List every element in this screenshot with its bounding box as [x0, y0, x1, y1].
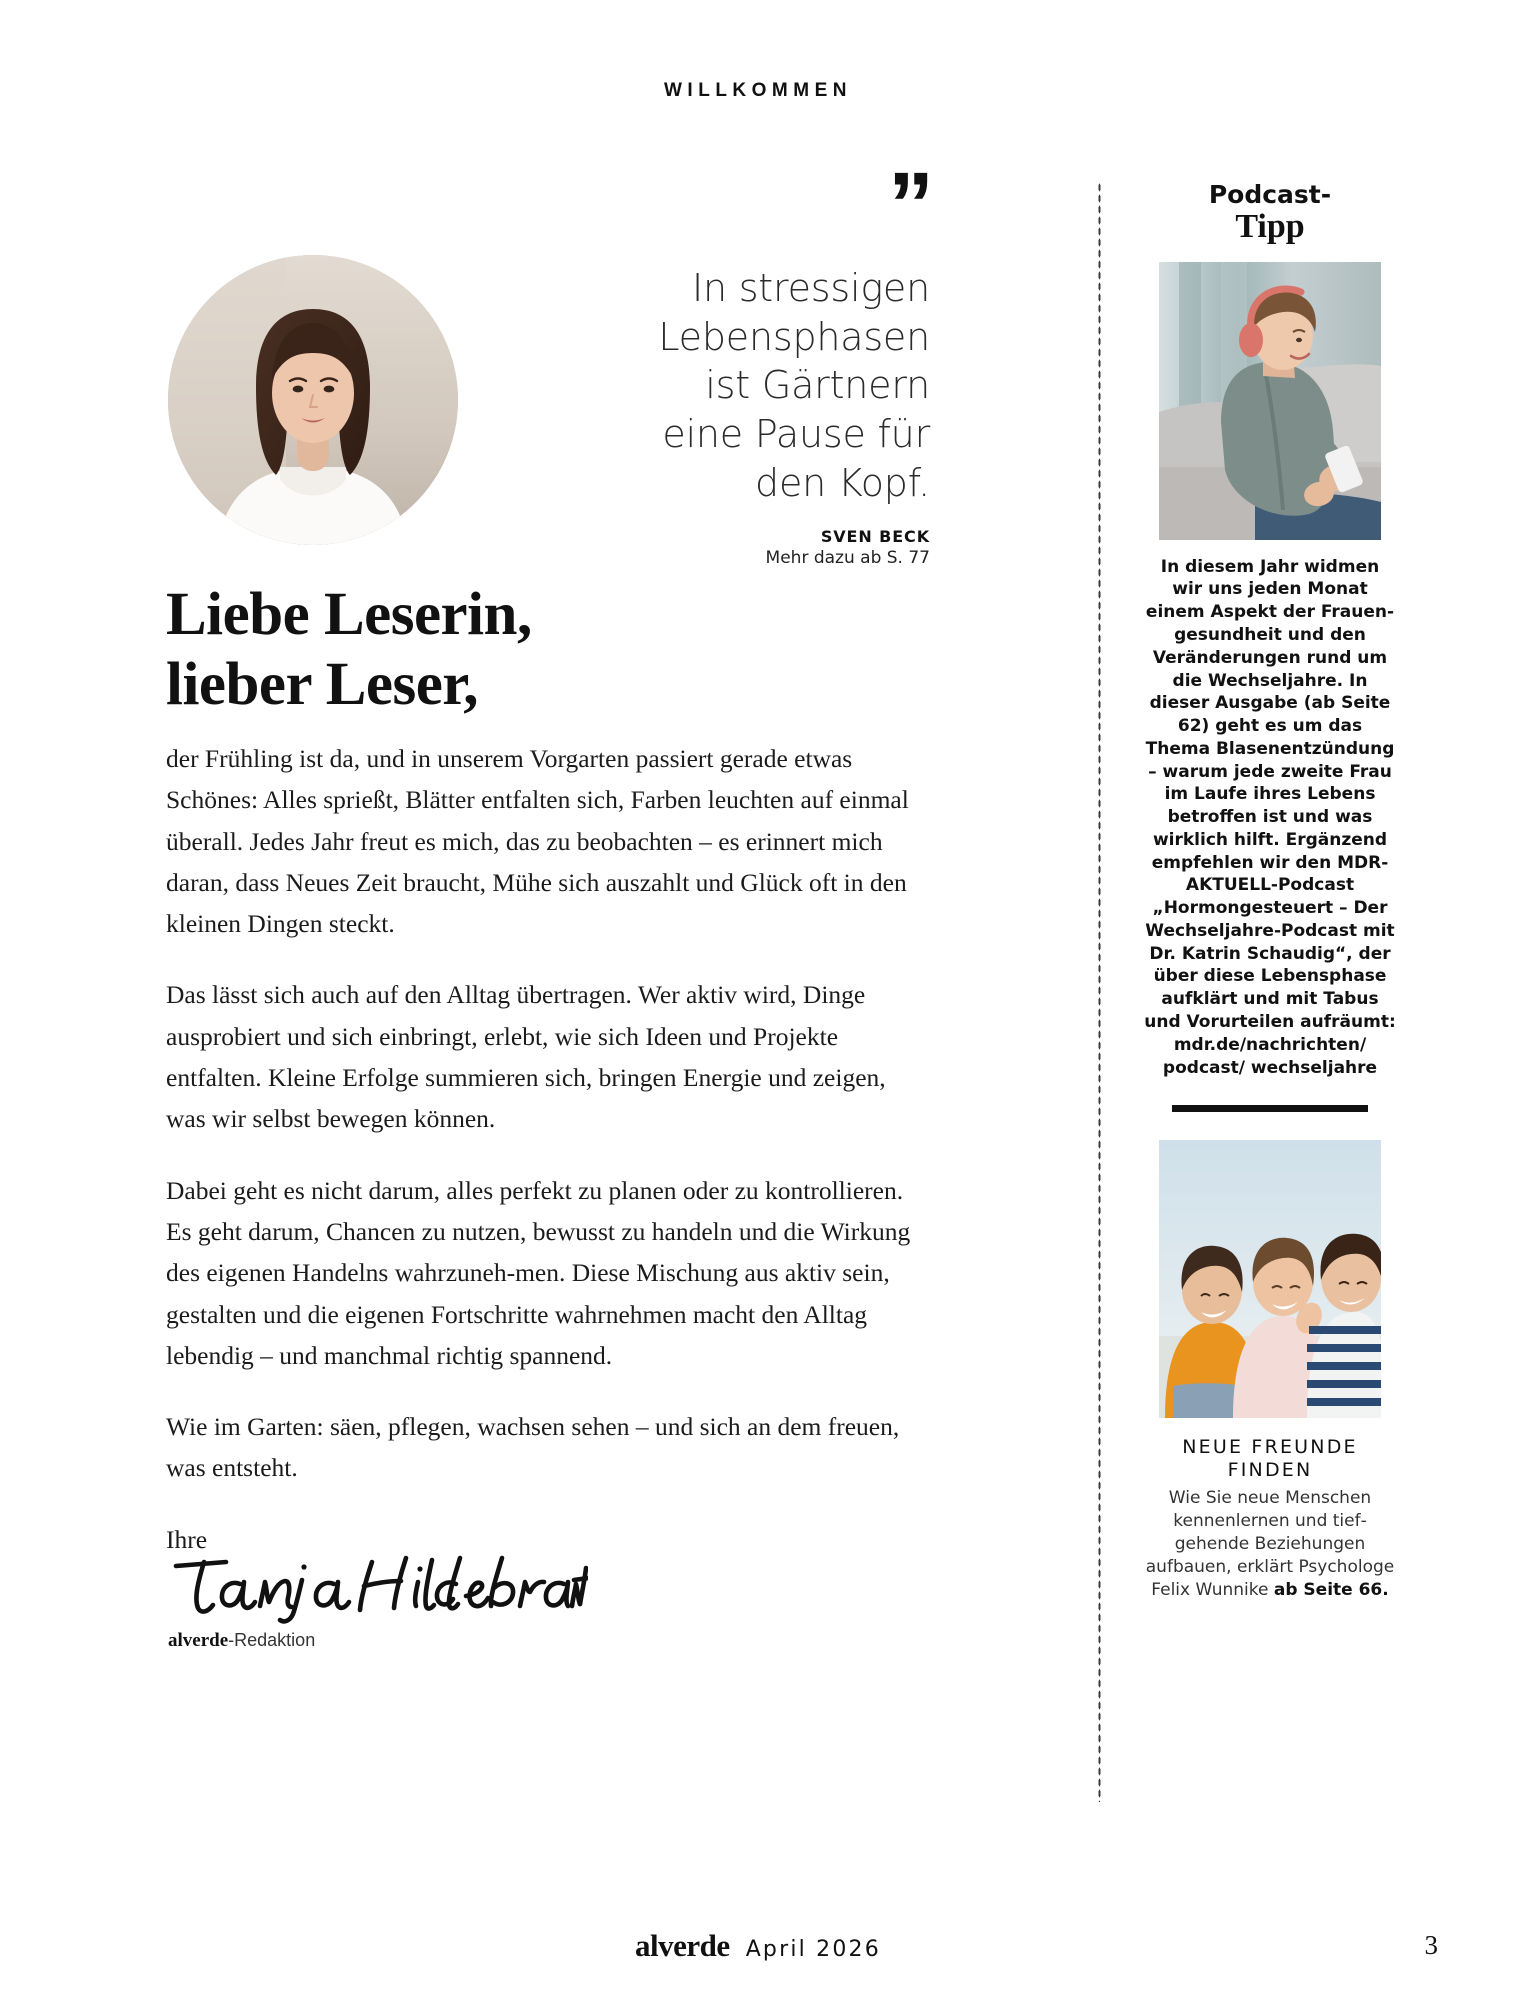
body-sign-off: Ihre [166, 1524, 208, 1554]
body-paragraph-3: Dabei geht es nicht darum, alles perfekt zu planen oder zu kontrollieren. Es geht darum, Chancen zu nutzen, bewusst zu handeln und die Wirkung des eigenen Handelns wahrzuneh-men. Diese Mischung aus aktiv sein, gestalten und die eigenen Fortschritte wahrnehmen macht den Alltag lebendig – und manchmal richtig spannend. [166, 1175, 911, 1370]
friends-title: NEUE FREUNDE FINDEN [1182, 1436, 1358, 1482]
podcast-photo-illustration [1159, 262, 1381, 540]
footer-issue: April 2026 [745, 1937, 881, 1962]
editor-portrait-photo [168, 255, 458, 545]
quote-line: eine Pause für [662, 411, 930, 456]
footer-brand: alverde [635, 1928, 730, 1963]
podcast-photo [1159, 262, 1381, 540]
body-paragraph-2: Das lässt sich auch auf den Alltag übertragen. Wer aktiv wird, Dinge ausprobiert und sich einbringt, erlebt, wie sich Ideen und Projekte entfalten. Kleine Erfolge summieren sich, bringen Energie und zeigen, was wir selbst bewegen können. [166, 980, 886, 1134]
friends-description-text: Wie Sie neue Menschen kennenlernen und tiefgehende Beziehungen aufbauen, erklärt Psychologe Felix Wunnike [1145, 1487, 1395, 1601]
friends-photo-illustration [1159, 1140, 1381, 1418]
quote-line: Lebensphasen [658, 314, 930, 359]
body-paragraph-1: der Frühling ist da, und in unserem Vorgarten passiert gerade etwas Schönes: Alles sprießt, Blätter entfalten sich, Farben leuchten auf einmal überall. Jedes Jahr freut es mich, das zu beobachten – es erinnert mich daran, dass Neues Zeit braucht, Mühe sich auszahlt und Glück oft in den kleinen Dingen steckt. [166, 744, 909, 939]
page-number: 3 [1424, 1930, 1438, 1960]
running-head: WILLKOMMEN [664, 80, 852, 101]
quote-line: In stressigen [691, 266, 930, 310]
portrait-illustration [168, 255, 458, 545]
body-paragraph-4: Wie im Garten: säen, pflegen, wachsen sehen – und sich an dem freuen, was entsteht. [166, 1412, 900, 1483]
quote-line: ist Gärtnern [705, 363, 930, 408]
quote-line: den Kopf. [755, 460, 930, 505]
footer-center [0, 1928, 1516, 1964]
editor-signature [168, 1550, 688, 1626]
pull-quote-text [580, 264, 930, 507]
column-divider [1098, 182, 1101, 1802]
podcast-kicker-tipp: Tipp [1235, 208, 1305, 245]
podcast-kicker: Podcast- [1208, 180, 1332, 209]
headline-line-1: Liebe Leserin, [166, 581, 532, 648]
brand-name: alverde [168, 1630, 229, 1651]
quote-author: SVEN BECK [820, 527, 930, 547]
friends-page-reference: ab Seite 66. [1273, 1580, 1389, 1601]
friends-description [1144, 1487, 1396, 1603]
sidebar [1140, 0, 1400, 2000]
friends-photo [1159, 1140, 1381, 1418]
headline-line-2: lieber Leser, [166, 650, 478, 718]
podcast-description: In diesem Jahr widmen wir uns jeden Monat einem Aspekt der Frauengesundheit und den Veränderungen rund um die Wechseljahre. In dieser Ausgabe (ab Seite 62) geht es um das Thema Blasenentzündung – warum jede zweite Frau im Laufe ihres Lebens betroffen ist und was wirklich hilft. Ergänzend empfehlen wir den MDR-AKTUELL-Podcast „Hormongesteuert – Der Wechseljahre-Podcast mit Dr. Katrin Schaudig“, der über diese Lebensphase aufklärt und mit Tabus und Vorurteilen aufräumt: mdr.de/nachrichten/ podcast/ wechseljahre [1144, 556, 1396, 1078]
signature-script [168, 1550, 588, 1626]
page-title [166, 580, 866, 719]
quote-page-reference: Mehr dazu ab S. 77 [765, 548, 930, 569]
editorial-body [166, 738, 926, 1570]
role-suffix: -Redaktion [228, 1630, 316, 1650]
quote-mark-icon: ” [888, 154, 930, 256]
pull-quote [580, 154, 930, 569]
signature-role [168, 1630, 315, 1652]
sidebar-divider [1172, 1105, 1368, 1112]
